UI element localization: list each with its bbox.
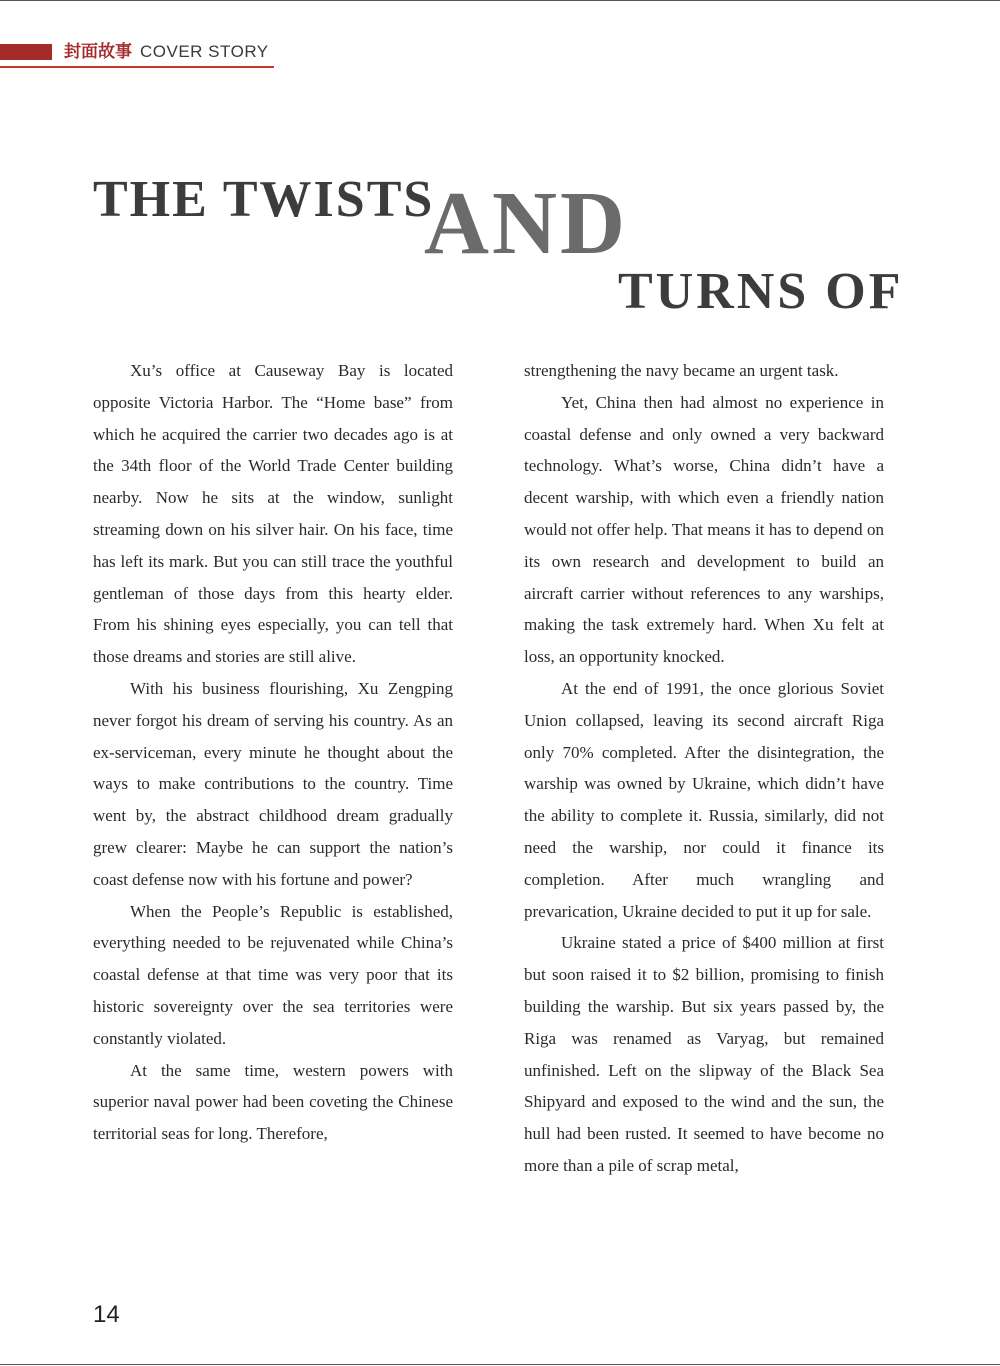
article-paragraph: With his business flourishing, Xu Zengping never forgot his dream of serving his country. As an ex-serviceman, every minute he thought about the ways to make contributions to the country. Time went by, the abstract childhood dream gradually grew clearer: Maybe he can support the nation’s coast defense now with his fortune and power?: [93, 678, 453, 889]
section-header-underline: [0, 66, 274, 68]
article-column-right: [524, 355, 884, 1182]
page-number: 14: [93, 1301, 120, 1328]
article-paragraph-continuation: strengthening the navy became an urgent task.: [524, 361, 839, 380]
article-paragraph: At the end of 1991, the once glorious Soviet Union collapsed, leaving its second aircraft Riga only 70% completed. After the disintegration, the warship was owned by Ukraine, which didn’t have the ability to complete it. Russia, similarly, did not need the warship, nor could it finance its completion. After much wrangling and prevarication, Ukraine decided to put it up for sale.: [524, 678, 884, 921]
top-border-rule: [0, 0, 1000, 1]
section-color-bar: [0, 44, 52, 60]
headline-line-2: AND: [424, 174, 628, 273]
bottom-border-rule: [0, 1364, 1000, 1365]
headline-line-1: THE TWISTS: [93, 171, 435, 228]
headline-line-3: TURNS OF: [618, 263, 904, 320]
article-paragraph: At the same time, western powers with superior naval power had been coveting the Chinese territorial seas for long. Therefore,: [93, 1060, 453, 1144]
article-paragraph: When the People’s Republic is established, everything needed to be rejuvenated while China’s coastal defense at that time was very poor that its historic sovereignty over the sea territories were constantly violated.: [93, 901, 453, 1048]
section-title-chinese: 封面故事: [64, 42, 132, 61]
section-title-english: COVER STORY: [140, 42, 269, 61]
article-paragraph: Ukraine stated a price of $400 million at first but soon raised it to $2 billion, promising to finish building the warship. But six years passed by, the Riga was renamed as Varyag, but remained unfinished. Left on the slipway of the Black Sea Shipyard and exposed to the wind and the sun, the hull had been rusted. It seemed to have become no more than a pile of scrap metal,: [524, 933, 884, 1175]
section-header: [64, 40, 269, 64]
article-paragraph: Xu’s office at Causeway Bay is located opposite Victoria Harbor. The “Home base” from which he acquired the carrier two decades ago is at the 34th floor of the World Trade Center building nearby. Now he sits at the window, sunlight streaming down on his silver hair. On his face, time has left its mark. But you can still trace the youthful gentleman of those days from this hearty elder. From his shining eyes especially, you can tell that those dreams and stories are still alive.: [93, 361, 453, 667]
article-paragraph: Yet, China then had almost no experience in coastal defense and only owned a very backward technology. What’s worse, China didn’t have a decent warship, with which even a friendly nation would not offer help. That means it has to depend on its own research and development to build an aircraft carrier without references to any warships, making the task extremely hard. When Xu felt at loss, an opportunity knocked.: [524, 392, 884, 667]
article-column-left: [93, 355, 453, 1150]
